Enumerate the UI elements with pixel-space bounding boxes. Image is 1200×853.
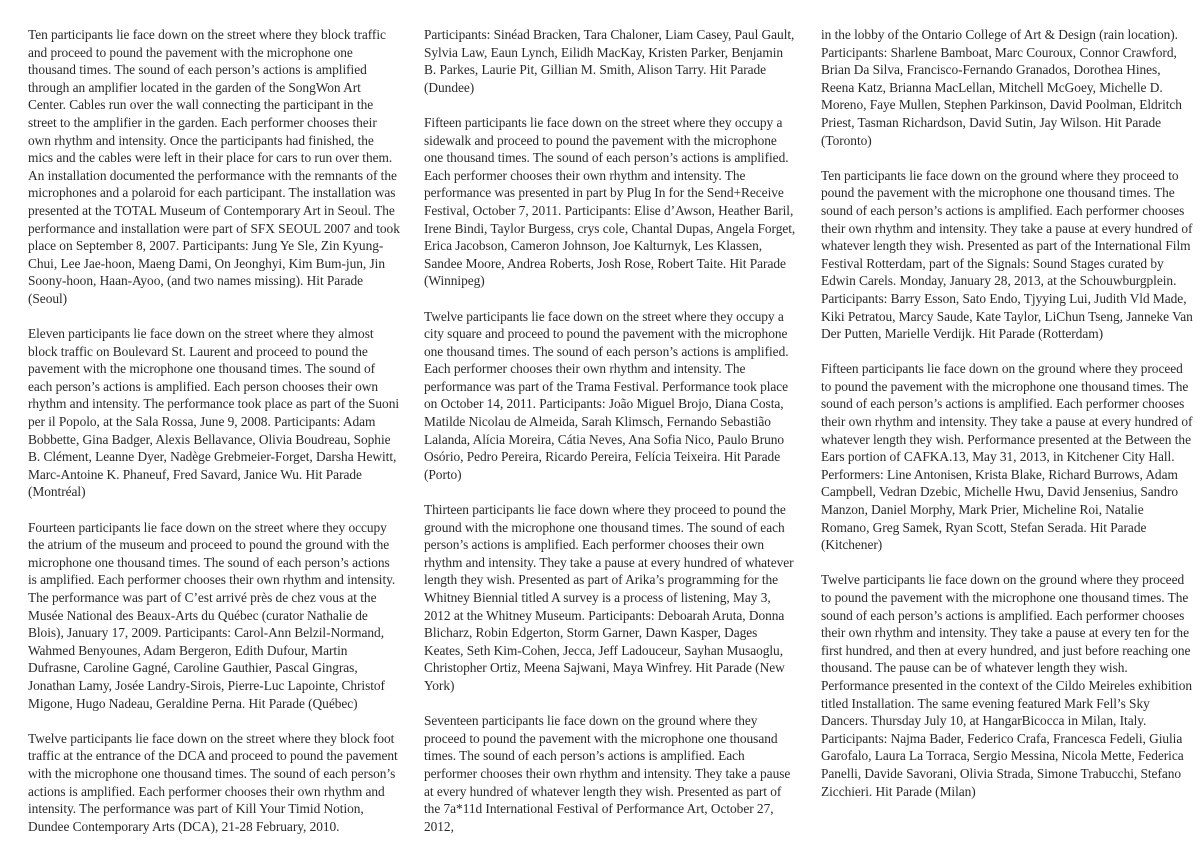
performance-entry-toronto-start: Seventeen participants lie face down on the ground where they proceed to pound the pavement with the microphone one thousand times. The sound of each person’s actions is amplified. Each performer chooses their own rhythm and intensity. They take a pause at every hundred of whatever length they wish. Presented as part of the 7a*11d International Festival of Performance Art, October 27, 2012,: [424, 713, 791, 834]
performance-entry-new-york: Thirteen participants lie face down where they proceed to pound the ground with the microphone one thousand times. The sound of each person’s actions is amplified. Each performer chooses their own rhythm and intensity. They take a pause at every hundred of whatever length they wish. Presented as part of Arika’s programming for the Whitney Biennial titled A survey is a process of listening, May 3, 2012 at the Whitney Museum. Participants: Deboarah Aruta, Donna Blicharz, Robin Edgerton, Storm Garner, Dawn Kasper, Dages Keates, Seth Kim-Cohen, Jecca, Jeff Ladouceur, Sayhan Musaoglu, Christopher Ortiz, Meena Sajwani, Maya Winfrey. Hit Parade (New York): [424, 502, 794, 693]
performance-entry-quebec: Fourteen participants lie face down on the street where they occupy the atrium of the museum and proceed to pound the ground with the microphone one thousand times. The sound of each person’s actions is amplified. Each performer chooses their own rhythm and intensity. The performance was part of C’est arrivé près de chez vous at the Musée National des Beaux-Arts du Québec (curator Nathalie de Blois), January 17, 2009. Participants: Carol-Ann Belzil-Normand, Wahmed Benyounes, Adam Bergeron, Edith Dufour, Martin Dufrasne, Caroline Gagné, Caroline Gauthier, Pascal Gingras, Jonathan Lamy, Josée Landry-Sirois, Pierre-Luc Lapointe, Christof Migone, Hugo Nadeau, Geraldine Perna. Hit Parade (Québec): [28, 519, 396, 711]
text-column-1: [28, 26, 400, 853]
performance-entry-dundee-end: Participants: Sinéad Bracken, Tara Chaloner, Liam Casey, Paul Gault, Sylvia Law, Eaun Lynch, Eilidh MacKay, Kristen Parker, Benjamin B. Parkes, Laurie Pit, Gillian M. Smith, Alison Tarry. Hit Parade (Dundee): [424, 27, 795, 95]
performance-entry-milan: Twelve participants lie face down on the ground where they proceed to pound the pavement with the microphone one thousand times. The sound of each person’s actions is amplified. Each performer chooses their own rhythm and intensity. They take a pause at every ten for the first hundred, and then at every hundred, and just before reaching one thousand. The pause can be of whatever length they wish. Performance presented in the context of the Cildo Meireles exhibition titled Installation. The same evening featured Mark Fell’s Sky Dancers. Thursday July 10, at HangarBicocca in Milan, Italy. Participants: Najma Bader, Federico Crafa, Francesca Fedeli, Giulia Garofalo, Laura La Torraca, Sergio Messina, Nicola Mette, Federica Panelli, Davide Savorani, Olivia Strada, Simone Trabucchi, Stefano Zicchieri. Hit Parade (Milan): [821, 572, 1193, 799]
performance-entry-dundee-start: Twelve participants lie face down on the street where they block foot traffic at the entrance of the DCA and proceed to pound the pavement with the microphone one thousand times. The sound of each person’s actions is amplified. Each performer chooses their own rhythm and intensity. The performance was part of Kill Your Timid Notion, Dundee Contemporary Arts (DCA), 21-28 February, 2010.: [28, 730, 398, 834]
text-column-2: [424, 26, 796, 853]
performance-entry-winnipeg: Fifteen participants lie face down on the street where they occupy a sidewalk and proceed to pound the pavement with the microphone one thousand times. The sound of each person’s actions is amplified. Each performer chooses their own rhythm and intensity. The performance was presented in part by Plug In for the Send+Receive Festival, October 7, 2011. Participants: Elise d’Awson, Heather Baril, Irene Bindi, Taylor Burgess, crys cole, Chantal Dupas, Angela Forget, Erica Jacobson, Cameron Johnson, Joe Kalturnyk, Les Klassen, Sandee Moore, Andrea Roberts, Josh Rose, Robert Taite. Hit Parade (Winnipeg): [424, 114, 796, 289]
performance-entry-seoul: Ten participants lie face down on the street where they block traffic and proceed to pound the pavement with the microphone one thousand times. The sound of each person’s actions is amplified through an amplifier located in the garden of the SongWon Art Center. Cables run over the wall connecting the participant in the street to the amplifier in the garden. Each performer chooses their own rhythm and intensity. Once the participants had finished, the mics and the cables were left in their place for cars to run over them. An installation documented the performance with the remnants of the microphones and a polaroid for each participant. The installation was presented at the TOTAL Museum of Contemporary Art in Seoul. The performance and installation were part of SFX SEOUL 2007 and took place on September 8, 2007. Participants: Jung Ye Sle, Zin Kyung-Chui, Lee Jae-hoon, Maeng Dami, On Jeonghyi, Kim Bum-jun, Jin Soony-hoon, Haan-Ayoo, (and two names missing). Hit Parade (Seoul): [28, 27, 400, 306]
performance-entry-kitchener: Fifteen participants lie face down on the ground where they proceed to pound the pavement with the microphone one thousand times. The sound of each person’s actions is amplified. Each performer chooses their own rhythm and intensity. They take a pause at every hundred of whatever length they wish. Performance presented at the Between the Ears portion of CAFKA.13, May 31, 2013, in Kitchener City Hall. Performers: Line Antonisen, Krista Blake, Richard Burrows, Adam Campbell, Vedran Dzebic, Michelle Hwu, David Jensenius, Sandro Manzon, Daniel Morphy, Mark Prier, Micheline Roi, Natalie Romano, Greg Samek, Ryan Scott, Stefan Serada. Hit Parade (Kitchener): [821, 361, 1193, 553]
performance-entry-toronto-end: in the lobby of the Ontario College of Art & Design (rain location). Participants: Sharlene Bamboat, Marc Couroux, Connor Crawford, Brian Da Silva, Francisco-Fernando Granados, Dorothea Hines, Reena Katz, Brianna MacLellan, Mitchell McGoey, Michelle D. Moreno, Faye Mullen, Stephen Parkinson, David Poolman, Eldritch Priest, Tasman Richardson, David Sutin, Jay Wilson. Hit Parade (Toronto): [821, 27, 1182, 148]
performance-entry-porto: Twelve participants lie face down on the street where they occupy a city square and proceed to pound the pavement with the microphone one thousand times. The sound of each person’s actions is amplified. Each performer chooses their own rhythm and intensity. The performance was part of the Trama Festival. Performance took place on October 14, 2011. Participants: João Miguel Brojo, Diana Costa, Matilde Nicolau de Almeida, Sarah Klimsch, Fernando Sebastião Lalanda, Alícia Moreira, Cátia Neves, Ana Sofia Nico, Paulo Bruno Osório, Pedro Pereira, Ricardo Pereira, Felícia Teixeira. Hit Parade (Porto): [424, 308, 789, 482]
performance-entry-rotterdam: Ten participants lie face down on the ground where they proceed to pound the pavement with the microphone one thousand times. The sound of each person’s actions is amplified. Each performer chooses their own rhythm and intensity. They take a pause at every hundred of whatever length they wish. Presented as part of the International Film Festival Rotterdam, part of the Signals: Sound Stages curated by Edwin Carels. Monday, January 28, 2013, at the Schouwburgplein. Participants: Barry Esson, Sato Endo, Tjyying Lui, Judith Vld Made, Kiki Petratou, Marcy Saude, Kate Taylor, LiChun Tseng, Janneke Van Der Putten, Marielle Verdijk. Hit Parade (Rotterdam): [821, 167, 1193, 342]
performance-entry-montreal: Eleven participants lie face down on the street where they almost block traffic on Boulevard St. Laurent and proceed to pound the pavement with the microphone one thousand times. The sound of each person’s actions is amplified. Each person chooses their own rhythm and intensity. The performance took place as part of the Suoni per il Popolo, at the Sala Rossa, June 9, 2008. Participants: Adam Bobbette, Gina Badger, Alexis Bellavance, Olivia Boudreau, Sophie B. Clément, Leanne Dyer, Nadège Grebmeier-Forget, Darsha Hewitt, Marc-Antoine K. Phaneuf, Fred Savard, Janice Wu. Hit Parade (Montréal): [28, 326, 400, 500]
text-column-3: [821, 26, 1193, 818]
